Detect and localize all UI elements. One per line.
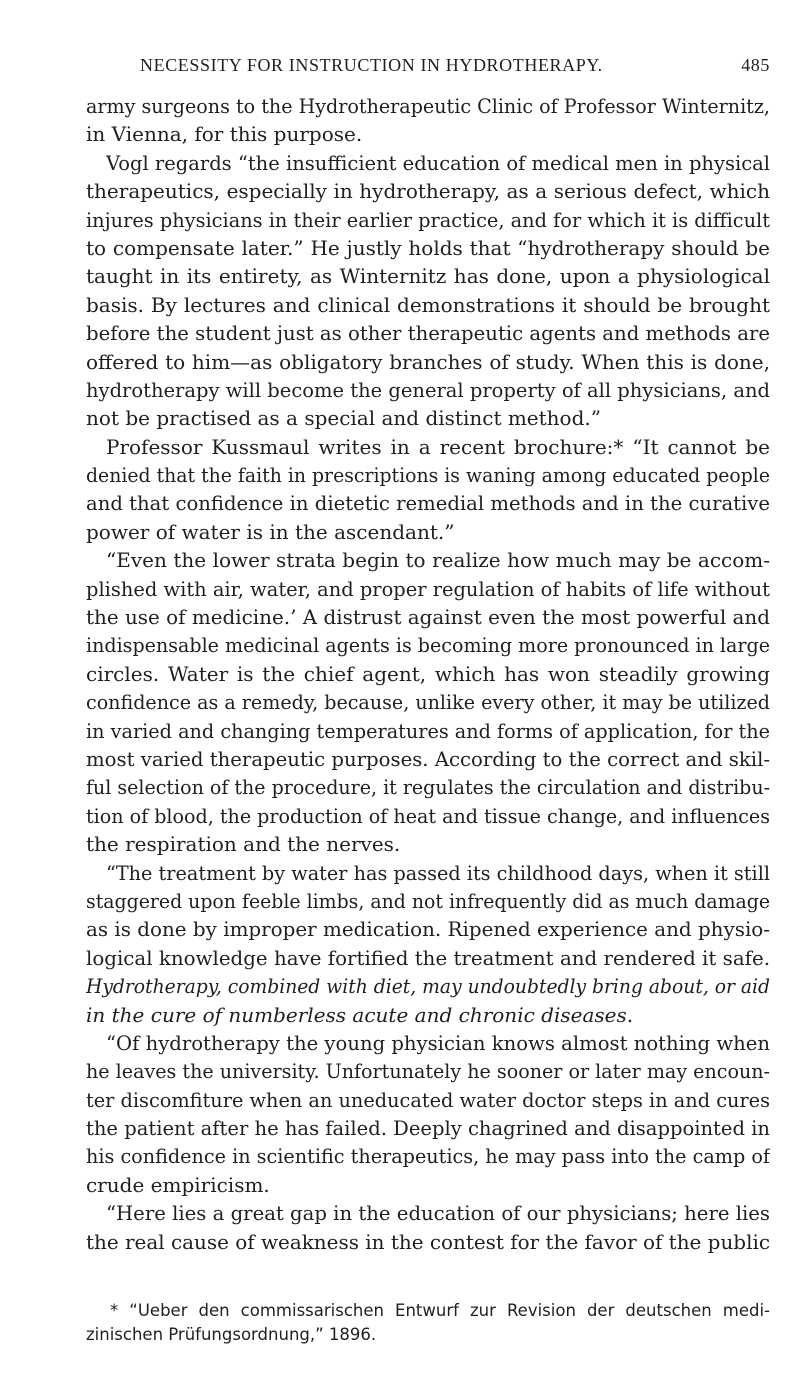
text-line: “The treatment by water has passed its childhood days, when it still: [106, 860, 770, 885]
text-line: in the cure of numberless acute and chronic diseases.: [86, 1002, 634, 1027]
text-line: to compensate later.” He justly holds that “hydrotherapy should be: [86, 235, 770, 260]
text-line: crude empiricism.: [86, 1172, 270, 1197]
footnote: [86, 1299, 770, 1347]
text-line: circles. Water is the chief agent, which has won steadily growing: [86, 661, 770, 686]
text-line: “Even the lower strata begin to realize how much may be accom-: [106, 548, 770, 573]
text-line: and that confidence in dietetic remedial methods and in the curative: [86, 491, 770, 516]
text-line: indispensable medicinal agents is becoming more pronounced in large: [86, 633, 770, 658]
text-line: the respiration and the nerves.: [86, 832, 401, 857]
text-line: therapeutics, especially in hydrotherapy, as a serious defect, which: [86, 179, 770, 204]
text-line: ful selection of the procedure, it regulates the circulation and distribu-: [86, 775, 770, 800]
text-line: Professor Kussmaul writes in a recent brochure:* “It cannot be: [106, 434, 770, 459]
text-line: in Vienna, for this purpose.: [86, 122, 363, 147]
text-line: power of water is in the ascendant.”: [86, 519, 455, 544]
text-line: before the student just as other therapeutic agents and methods are: [86, 321, 770, 346]
text-line: the use of medicine.’ A distrust against even the most powerful and: [86, 605, 770, 630]
text-line: “Here lies a great gap in the education of our physicians; here lies: [106, 1201, 770, 1226]
text-line: army surgeons to the Hydrotherapeutic Clinic of Professor Winternitz,: [86, 94, 770, 118]
text-line: plished with air, water, and proper regulation of habits of life without: [86, 576, 770, 601]
running-title: NECESSITY FOR INSTRUCTION IN HYDROTHERAPY.: [140, 55, 603, 75]
text-line: Hydrotherapy, combined with diet, may undoubtedly bring about, or aid: [86, 974, 770, 999]
footnote-line: zinischen Prüfungsordnung,” 1896.: [86, 1325, 377, 1344]
text-line: “Of hydrotherapy the young physician knows almost nothing when: [106, 1030, 770, 1055]
text-line: ter discomfiture when an uneducated water doctor steps in and cures: [86, 1087, 770, 1112]
text-line: denied that the faith in prescriptions is waning among educated people: [86, 463, 770, 488]
text-line: logical knowledge have fortified the treatment and rendered it safe.: [86, 945, 770, 970]
text-line: staggered upon feeble limbs, and not infrequently did as much damage: [86, 888, 770, 913]
text-line: as is done by improper medication. Ripened experience and physio-: [86, 917, 770, 942]
running-head: [140, 55, 770, 81]
text-line: the real cause of weakness in the contest for the favor of the public: [86, 1229, 770, 1254]
text-line: his confidence in scientific therapeutics, he may pass into the camp of: [86, 1144, 770, 1169]
text-line: tion of blood, the production of heat and tissue change, and influences: [86, 803, 770, 828]
footnote-line: * “Ueber den commissarischen Entwurf zur Revision der deutschen medi-: [110, 1301, 770, 1320]
text-line: Vogl regards “the insufficient education of medical men in physical: [106, 150, 770, 175]
text-line: not be practised as a special and distinct method.”: [86, 406, 601, 431]
text-line: hydrotherapy will become the general property of all physicians, and: [86, 377, 770, 402]
text-line: in varied and changing temperatures and forms of application, for the: [86, 718, 770, 743]
text-line: injures physicians in their earlier practice, and for which it is difficult: [86, 207, 770, 232]
body-text: [86, 92, 770, 1256]
page-number: 485: [741, 55, 770, 75]
text-line: taught in its entirety, as Winternitz has done, upon a physiological: [86, 264, 770, 289]
text-line: basis. By lectures and clinical demonstrations it should be brought: [86, 292, 770, 317]
text-line: the patient after he has failed. Deeply chagrined and disappointed in: [86, 1116, 770, 1141]
text-line: offered to him—as obligatory branches of study. When this is done,: [86, 349, 770, 374]
text-line: confidence as a remedy, because, unlike every other, it may be utilized: [86, 690, 770, 715]
text-line: most varied therapeutic purposes. According to the correct and skil-: [86, 746, 770, 771]
text-line: he leaves the university. Unfortunately he sooner or later may encoun-: [86, 1059, 770, 1084]
